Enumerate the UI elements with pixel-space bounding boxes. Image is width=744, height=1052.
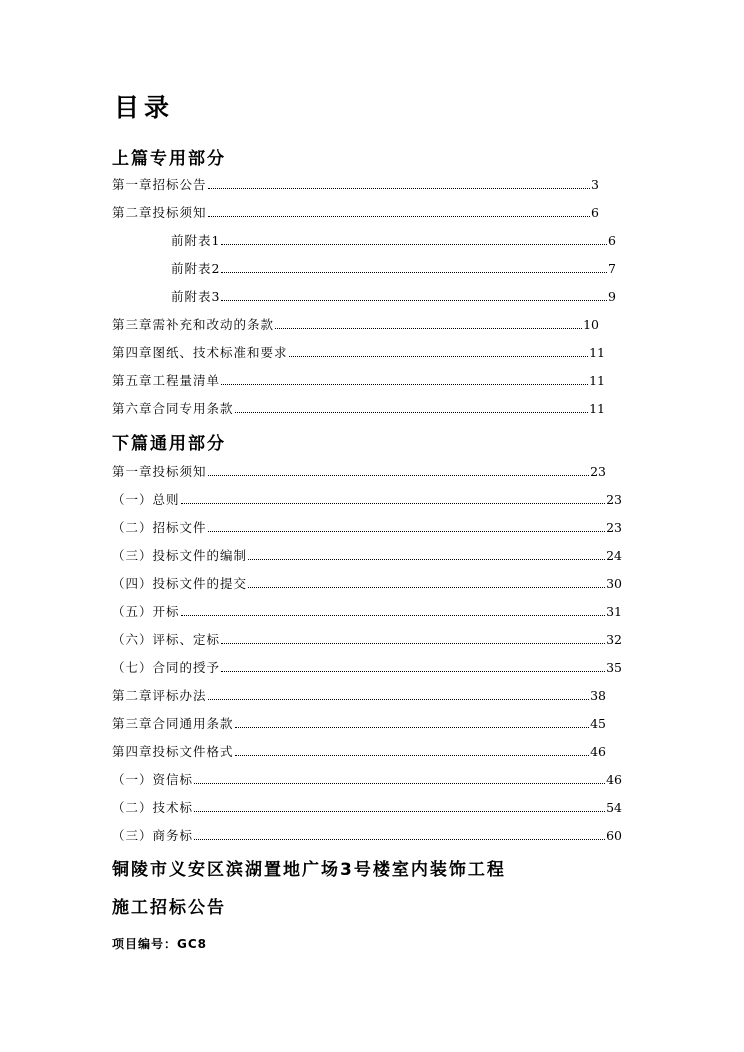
toc-leader [208, 518, 606, 532]
toc-entry-page: 11 [589, 401, 605, 416]
toc-entry-label: 第三章合同通用条款 [112, 716, 234, 731]
notice-heading-line2: 施工招标公告 [112, 898, 226, 918]
toc-entry-page: 46 [606, 772, 622, 787]
toc-entry[interactable] [112, 203, 599, 223]
toc-title: 目录 [114, 93, 175, 122]
toc-leader [208, 175, 591, 189]
toc-subentry[interactable] [171, 259, 616, 279]
toc-entry-page: 23 [606, 520, 622, 535]
toc-entry-page: 11 [589, 373, 605, 388]
project-number: 项目编号：GC8 [112, 937, 208, 951]
toc-entry-page: 54 [606, 800, 622, 815]
toc-entry-page: 30 [606, 576, 622, 591]
toc-entry-label: 第二章投标须知 [112, 205, 207, 220]
toc-entry-label: 第六章合同专用条款 [112, 401, 234, 416]
toc-leader [221, 630, 605, 644]
toc-entry-label: （一）资信标 [112, 772, 194, 787]
toc-leader [275, 315, 582, 329]
toc-entry-label: （七）合同的授予 [112, 660, 221, 675]
toc-leader [194, 770, 605, 784]
toc-leader [221, 287, 607, 301]
toc-entry-label: （一）总则 [112, 492, 180, 507]
toc-entry-page: 6 [608, 233, 616, 248]
toc-leader [235, 714, 590, 728]
toc-entry[interactable] [112, 574, 622, 594]
toc-leader [181, 490, 606, 504]
toc-entry[interactable] [112, 462, 606, 482]
toc-entry-page: 3 [591, 177, 599, 192]
toc-leader [235, 399, 589, 413]
toc-leader [208, 686, 590, 700]
toc-entry-label: 第二章评标办法 [112, 688, 207, 703]
toc-entry-label: 第四章图纸、技术标准和要求 [112, 345, 288, 360]
toc-entry-page: 38 [590, 688, 606, 703]
toc-leader [221, 259, 607, 273]
toc-entry-label: （三）投标文件的编制 [112, 548, 248, 563]
toc-entry-label: 前附表1 [171, 233, 221, 248]
toc-entry-page: 23 [606, 492, 622, 507]
toc-entry[interactable] [112, 770, 622, 790]
toc-leader [208, 462, 590, 476]
toc-entry[interactable] [112, 546, 622, 566]
toc-entry-page: 31 [606, 604, 622, 619]
toc-entry-page: 46 [590, 744, 606, 759]
toc-entry-label: 第一章招标公告 [112, 177, 207, 192]
upper-part-heading: 上篇专用部分 [112, 149, 226, 169]
toc-entry-label: （三）商务标 [112, 828, 194, 843]
toc-leader [221, 231, 607, 245]
toc-entry[interactable] [112, 658, 622, 678]
toc-entry[interactable] [112, 630, 622, 650]
toc-entry-page: 10 [583, 317, 599, 332]
toc-entry-label: 第一章投标须知 [112, 464, 207, 479]
toc-entry[interactable] [112, 742, 606, 762]
toc-entry-page: 24 [606, 548, 622, 563]
toc-entry-label: （五）开标 [112, 604, 180, 619]
toc-entry-label: 前附表2 [171, 261, 221, 276]
toc-entry-label: 第三章需补充和改动的条款 [112, 317, 275, 332]
toc-entry[interactable] [112, 518, 622, 538]
toc-entry-label: 前附表3 [171, 289, 221, 304]
toc-entry-page: 32 [606, 632, 622, 647]
toc-entry[interactable] [112, 175, 599, 195]
toc-entry[interactable] [112, 602, 622, 622]
notice-heading-line1: 铜陵市义安区滨湖置地广场3号楼室内装饰工程 [112, 860, 506, 880]
toc-entry-page: 7 [608, 261, 616, 276]
toc-entry[interactable] [112, 399, 605, 419]
toc-entry[interactable] [112, 714, 606, 734]
toc-entry-label: 第五章工程量清单 [112, 373, 221, 388]
toc-leader [289, 343, 589, 357]
toc-leader [235, 742, 590, 756]
toc-entry[interactable] [112, 686, 606, 706]
toc-leader [248, 546, 605, 560]
toc-entry-page: 35 [606, 660, 622, 675]
toc-entry-page: 23 [590, 464, 606, 479]
toc-entry-label: （二）技术标 [112, 800, 194, 815]
toc-entry[interactable] [112, 490, 622, 510]
toc-entry-label: 第四章投标文件格式 [112, 744, 234, 759]
toc-entry[interactable] [112, 343, 605, 363]
toc-leader [208, 203, 591, 217]
toc-leader [221, 371, 588, 385]
toc-entry-page: 60 [606, 828, 622, 843]
toc-entry[interactable] [112, 315, 599, 335]
toc-leader [221, 658, 605, 672]
toc-leader [194, 826, 605, 840]
toc-entry-label: （六）评标、定标 [112, 632, 221, 647]
toc-leader [194, 798, 605, 812]
toc-entry[interactable] [112, 371, 605, 391]
toc-leader [181, 602, 606, 616]
toc-entry-page: 9 [608, 289, 616, 304]
toc-entry-page: 6 [591, 205, 599, 220]
toc-entry[interactable] [112, 826, 622, 846]
toc-entry-label: （四）投标文件的提交 [112, 576, 248, 591]
lower-part-heading: 下篇通用部分 [112, 434, 226, 454]
toc-subentry[interactable] [171, 231, 616, 251]
toc-leader [248, 574, 605, 588]
toc-entry[interactable] [112, 798, 622, 818]
toc-entry-label: （二）招标文件 [112, 520, 207, 535]
toc-subentry[interactable] [171, 287, 616, 307]
toc-entry-page: 11 [589, 345, 605, 360]
toc-entry-page: 45 [590, 716, 606, 731]
